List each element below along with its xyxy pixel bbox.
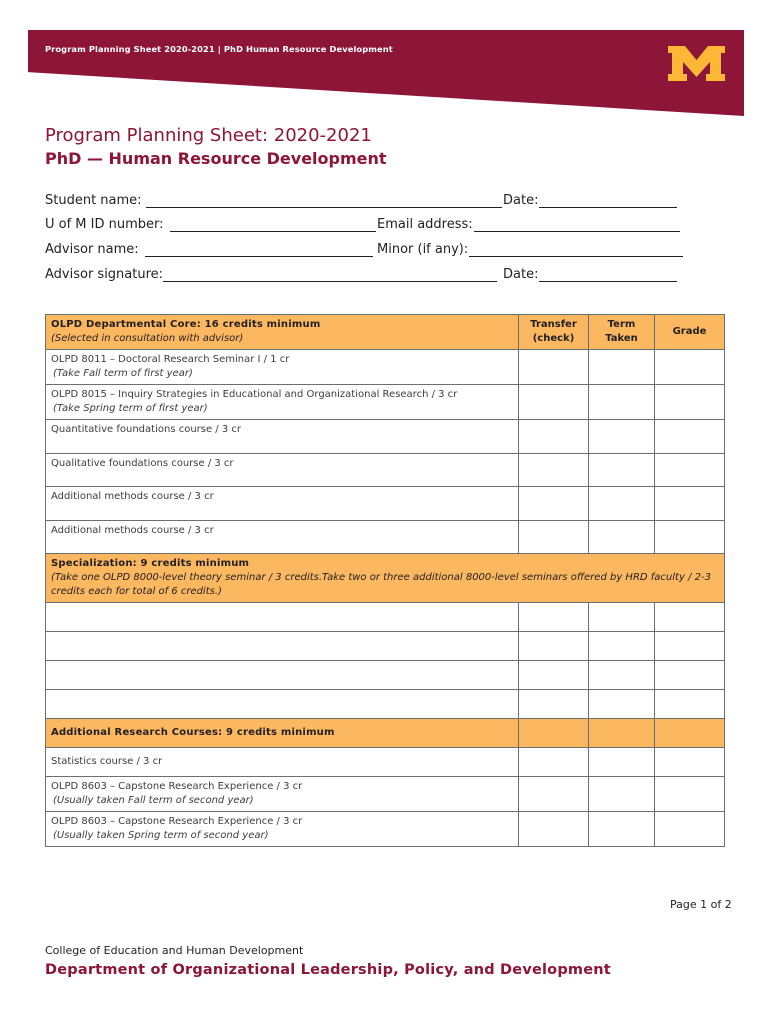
grade-cell[interactable] — [655, 690, 725, 719]
page-number: Page 1 of 2 — [670, 898, 732, 911]
college-name: College of Education and Human Development — [45, 944, 304, 957]
term-cell[interactable] — [589, 454, 655, 487]
core-section-header — [46, 315, 725, 350]
term-cell[interactable] — [589, 632, 655, 661]
table-row — [46, 350, 725, 385]
advisor-name-label: Advisor name: — [45, 242, 139, 257]
course-name: Statistics course / 3 cr — [51, 756, 163, 767]
table-row — [46, 690, 725, 719]
course-entry-cell[interactable] — [46, 661, 519, 690]
advisor-signature-line[interactable] — [163, 269, 497, 282]
course-note: (Take Spring term of first year) — [53, 403, 208, 414]
transfer-cell[interactable] — [519, 385, 589, 420]
transfer-cell[interactable] — [519, 777, 589, 812]
research-section-header — [46, 719, 725, 748]
umn-id-line[interactable] — [170, 219, 376, 232]
term-cell[interactable] — [589, 661, 655, 690]
course-name: Additional methods course / 3 cr — [51, 491, 214, 502]
advisor-name-field[interactable] — [45, 239, 373, 257]
signature-date-label: Date: — [503, 267, 539, 282]
course-name: Quantitative foundations course / 3 cr — [51, 424, 242, 435]
term-cell[interactable] — [589, 748, 655, 777]
program-planning-table — [45, 314, 725, 847]
table-row — [46, 777, 725, 812]
course-note: (Take Fall term of first year) — [53, 368, 193, 379]
term-cell[interactable] — [589, 487, 655, 521]
course-entry-cell[interactable] — [46, 632, 519, 661]
course-name: Qualitative foundations course / 3 cr — [51, 458, 234, 469]
student-name-label: Student name: — [45, 193, 142, 208]
specialization-section-title: Specialization: 9 credits minimum — [51, 558, 250, 569]
course-note: (Usually taken Spring term of second year) — [53, 830, 269, 841]
term-cell[interactable] — [589, 521, 655, 554]
banner-title: Program Planning Sheet 2020-2021 | PhD Human Resource Development — [45, 44, 393, 54]
course-name: Additional methods course / 3 cr — [51, 525, 214, 536]
email-line[interactable] — [474, 219, 680, 232]
grade-cell[interactable] — [655, 632, 725, 661]
grade-cell[interactable] — [655, 661, 725, 690]
core-section-note: (Selected in consultation with advisor) — [51, 333, 244, 344]
term-cell[interactable] — [589, 812, 655, 847]
transfer-cell[interactable] — [519, 420, 589, 454]
transfer-cell[interactable] — [519, 487, 589, 521]
term-cell[interactable] — [589, 603, 655, 632]
transfer-cell[interactable] — [519, 521, 589, 554]
department-name: Department of Organizational Leadership, Policy, and Development — [45, 962, 611, 978]
term-cell[interactable] — [589, 350, 655, 385]
minor-field[interactable] — [377, 239, 683, 257]
course-entry-cell[interactable] — [46, 690, 519, 719]
signature-date-field[interactable] — [503, 264, 677, 282]
grade-cell[interactable] — [655, 603, 725, 632]
transfer-column-header: Transfer (check) — [519, 315, 589, 350]
table-row — [46, 385, 725, 420]
term-cell[interactable] — [589, 420, 655, 454]
core-section-title: OLPD Departmental Core: 16 credits minimum — [51, 319, 321, 330]
course-name: OLPD 8603 – Capstone Research Experience / 3 cr — [51, 781, 303, 792]
grade-cell[interactable] — [655, 487, 725, 521]
transfer-cell[interactable] — [519, 661, 589, 690]
advisor-signature-field[interactable] — [45, 264, 497, 282]
term-cell[interactable] — [589, 385, 655, 420]
transfer-cell[interactable] — [519, 454, 589, 487]
table-row — [46, 454, 725, 487]
grade-cell[interactable] — [655, 454, 725, 487]
minor-label: Minor (if any): — [377, 242, 469, 257]
page-subtitle: PhD — Human Resource Development — [45, 149, 387, 168]
research-section-title: Additional Research Courses: 9 credits minimum — [51, 727, 335, 738]
course-name: OLPD 8603 – Capstone Research Experience / 3 cr — [51, 816, 303, 827]
header-banner — [28, 30, 744, 116]
grade-cell[interactable] — [655, 385, 725, 420]
transfer-cell[interactable] — [519, 350, 589, 385]
email-label: Email address: — [377, 217, 473, 232]
page-title: Program Planning Sheet: 2020-2021 — [45, 125, 372, 146]
date-line[interactable] — [539, 195, 677, 208]
term-column-header: Term Taken — [589, 315, 655, 350]
transfer-cell[interactable] — [519, 632, 589, 661]
date-label: Date: — [503, 193, 539, 208]
grade-cell[interactable] — [655, 812, 725, 847]
table-row — [46, 420, 725, 454]
course-name: OLPD 8011 – Doctoral Research Seminar I / 1 cr — [51, 354, 290, 365]
transfer-cell[interactable] — [519, 812, 589, 847]
table-row — [46, 632, 725, 661]
grade-column-header: Grade — [655, 315, 725, 350]
umn-id-field[interactable] — [45, 214, 376, 232]
umn-id-label: U of M ID number: — [45, 217, 164, 232]
advisor-name-line[interactable] — [145, 244, 373, 257]
table-row — [46, 521, 725, 554]
date-field[interactable] — [503, 190, 677, 208]
transfer-cell[interactable] — [519, 603, 589, 632]
student-name-line[interactable] — [146, 195, 502, 208]
signature-date-line[interactable] — [539, 269, 677, 282]
term-cell[interactable] — [589, 690, 655, 719]
table-row — [46, 487, 725, 521]
table-row — [46, 661, 725, 690]
specialization-section-header — [46, 554, 725, 603]
transfer-cell[interactable] — [519, 690, 589, 719]
grade-cell[interactable] — [655, 521, 725, 554]
minor-line[interactable] — [469, 244, 683, 257]
course-note: (Usually taken Fall term of second year) — [53, 795, 254, 806]
table-row — [46, 812, 725, 847]
term-cell[interactable] — [589, 777, 655, 812]
table-row — [46, 603, 725, 632]
student-name-field[interactable] — [45, 190, 502, 208]
grade-cell[interactable] — [655, 748, 725, 777]
grade-cell[interactable] — [655, 350, 725, 385]
grade-cell[interactable] — [655, 420, 725, 454]
university-m-logo-icon — [668, 46, 725, 81]
advisor-signature-label: Advisor signature: — [45, 267, 164, 282]
transfer-cell[interactable] — [519, 748, 589, 777]
specialization-section-note: (Take one OLPD 8000-level theory seminar / 3 credits.Take two or three additional 8000-level seminars offered by HRD faculty / 2-3 credits each for total of 6 credits.) — [51, 572, 711, 597]
email-field[interactable] — [377, 214, 680, 232]
table-row — [46, 748, 725, 777]
course-entry-cell[interactable] — [46, 603, 519, 632]
course-name: OLPD 8015 – Inquiry Strategies in Educational and Organizational Research / 3 cr — [51, 389, 458, 400]
grade-cell[interactable] — [655, 777, 725, 812]
